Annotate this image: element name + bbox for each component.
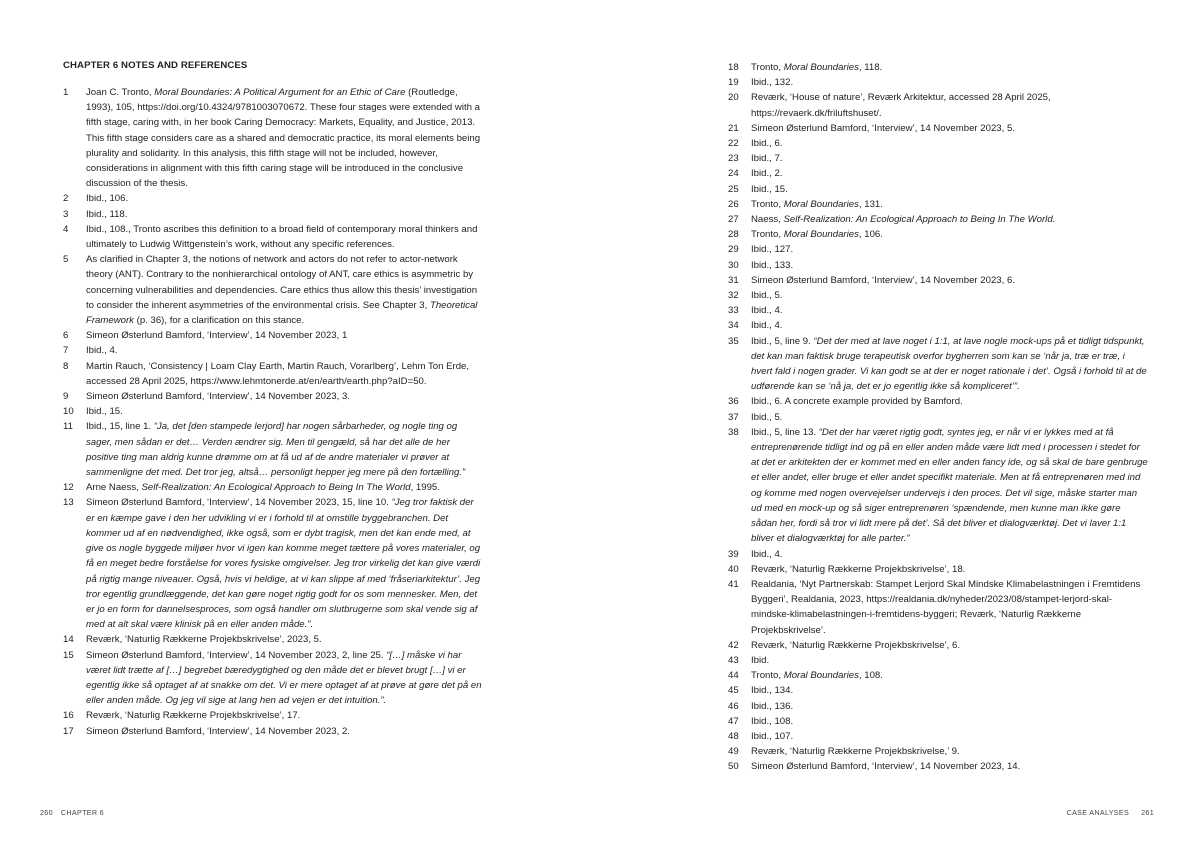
footer-right <box>1067 808 1154 817</box>
note-number: 1 <box>63 87 69 98</box>
note-number: 50 <box>728 761 739 773</box>
note-text: Reværk, ‘House of nature’, Reværk Arkitektur, accessed 28 April 2025, https://revaerk.dk/friluftshuset/. <box>751 92 1051 119</box>
note-text: Reværk, ‘Naturlig Rækkerne Projekbskrivelse,’ 9. <box>751 746 960 758</box>
note-item <box>728 242 1148 257</box>
note-number: 20 <box>728 92 739 104</box>
note-item <box>728 303 1148 318</box>
note-item <box>728 90 1148 120</box>
note-item <box>63 359 483 389</box>
right-running-head: CASE ANALYSES <box>1066 808 1130 817</box>
note-text: Simeon Østerlund Bamford, ‘Interview’, 14 November 2023, 5. <box>751 122 1015 134</box>
note-item <box>728 136 1148 151</box>
note-text: Ibid., 134. <box>751 685 794 697</box>
note-number: 33 <box>728 305 739 317</box>
note-item <box>63 495 483 632</box>
note-text: Ibid., 4. <box>751 320 783 332</box>
note-text: Reværk, ‘Naturlig Rækkerne Projekbskrivelse’, 2023, 5. <box>86 634 322 646</box>
note-text: Ibid., 15. <box>751 183 788 195</box>
note-number: 30 <box>728 259 739 271</box>
right-page-notes <box>728 60 1148 775</box>
note-text: Reværk, ‘Naturlig Rækkerne Projekbskrivelse’, 6. <box>751 639 960 651</box>
note-item <box>63 222 483 252</box>
left-notes-list <box>63 85 483 739</box>
note-text: Tronto, Moral Boundaries, 106. <box>751 229 883 241</box>
note-number: 46 <box>728 700 739 712</box>
note-text: Ibid., 5, line 13. “Det der har været rigtig godt, syntes jeg, er når vi er lykkes med at få entreprenørende tidligt ind og på en eller anden måde være lidt med i processen i stedet for at det er arkitekten der er kommet med en eller anden fancy ide, og så skal de bare genbruge et eller andet, eller bruge et eller andet specifikt materiale. Men at få entreprenøren med ind og komme med nogen overvejelser undervejs i den proces. Det vil sige, måske starter man ud med en mock-up og så siger entreprenøren ‘spændende, men kunne man ikke gøre sådan her, fordi så tror vi lidt mere på det’. Så det bliver et dialogværktøj. Det vi laver 1:1 bliver et dialogværktøj for alle parter.” <box>751 426 1148 545</box>
note-text: Naess, Self-Realization: An Ecological Approach to Being In The World. <box>751 214 1056 226</box>
note-text: Ibid., 2. <box>751 168 783 180</box>
note-number: 32 <box>728 290 739 302</box>
right-page-number: 261 <box>1141 808 1154 817</box>
note-number: 49 <box>728 746 739 758</box>
note-number: 8 <box>63 360 69 372</box>
note-item <box>63 708 483 723</box>
note-text: Ibid., 108. <box>751 715 794 727</box>
note-item <box>728 394 1148 409</box>
note-number: 48 <box>728 730 739 742</box>
note-item <box>728 425 1148 547</box>
note-item <box>728 75 1148 90</box>
note-item <box>728 547 1148 562</box>
left-page-notes <box>63 60 483 739</box>
note-number: 39 <box>728 548 739 560</box>
note-text: Reværk, ‘Naturlig Rækkerne Projekbskrivelse’, 17. <box>86 710 301 722</box>
note-item <box>728 653 1148 668</box>
note-item <box>63 207 483 222</box>
note-item <box>63 724 483 739</box>
note-number: 7 <box>63 345 69 357</box>
note-item <box>728 258 1148 273</box>
note-item <box>728 744 1148 759</box>
note-item <box>728 182 1148 197</box>
note-number: 5 <box>63 254 69 266</box>
note-text: Tronto, Moral Boundaries, 131. <box>751 198 883 210</box>
note-text: Simeon Østerlund Bamford, ‘Interview’, 14 November 2023, 2, line 25. “[…] måske vi har været lidt trætte af […] begrebet bæredygtighed og den måde det er blevet brugt […] vi er egentlig ikke så optaget af at snakke om det. Vi er mere optaget af at prøve at gøre det på en eller anden måde. Og jeg vil sige at lang hen ad vejen er det intuition.”. <box>86 649 482 707</box>
note-text: Ibid., 7. <box>751 153 783 165</box>
note-number: 9 <box>63 391 69 403</box>
note-item <box>63 632 483 647</box>
note-item <box>63 648 483 709</box>
note-item <box>63 343 483 358</box>
note-number: 14 <box>63 634 74 646</box>
note-item <box>728 334 1148 395</box>
note-number: 10 <box>63 406 74 418</box>
footer-left <box>40 808 104 817</box>
note-text: Ibid., 118. <box>86 208 128 220</box>
note-text: Ibid. <box>751 654 770 666</box>
note-text: Tronto, Moral Boundaries, 118. <box>751 62 883 73</box>
note-item <box>728 562 1148 577</box>
note-text: Joan C. Tronto, Moral Boundaries: A Political Argument for an Ethic of Care (Routledge, 1993), 105, https://doi.org/10.4324/9781003070672. These four stages were extended with a fifth stage, caring with, in her book Caring Democracy: Markets, Equality, and Justice, 2013. This fifth stage considers care as a shared and democratic practice, its moral elements being plurality and solidarity. In this analysis, this fifth stage will not be included, however, considerations in alignment with this fifth caring stage will be introduced in the conclusive discussion of the thesis. <box>86 87 481 190</box>
note-text: Ibid., 6. A concrete example provided by Bamford. <box>751 396 963 408</box>
note-text: Arne Naess, Self-Realization: An Ecological Approach to Being In The World, 1995. <box>86 482 440 494</box>
note-number: 24 <box>728 168 739 180</box>
note-text: Ibid., 136. <box>751 700 794 712</box>
note-text: Ibid., 108., Tronto ascribes this definition to a broad field of contemporary moral thinkers and ultimately to Ludwig Wittgenstein’s work, without any specific references. <box>86 223 478 251</box>
note-text: Ibid., 133. <box>751 259 794 271</box>
note-item <box>728 60 1148 75</box>
note-item <box>728 273 1148 288</box>
note-item <box>728 288 1148 303</box>
note-item <box>728 683 1148 698</box>
note-number: 35 <box>728 335 739 347</box>
note-text: As clarified in Chapter 3, the notions of network and actors do not refer to actor-network theory (ANT). Contrary to the nonhierarchical ontology of ANT, care ethics is asymmetric by concerning vulnerabilities and dependencies. Care ethics thus allow this thesis’ investigation to consider the inherent asymmetries of the environmental crisis. See Chapter 3, Theoretical Framework (p. 36), for a clarification on this stance. <box>86 254 478 327</box>
note-text: Ibid., 5, line 9. “Det der med at lave noget i 1:1, at lave nogle mock-ups på et tidligt tidspunkt, det kan man faktisk bruge terapeutisk overfor bygherren som kan se ‘når ja, træ er træ, i hvert fald i nogen grader. Vi kan godt se at der er noget rationale i det’. Også i forhold til at de udførende kan se ‘nå ja, det er jo egentlig ikke så kompliceret’”. <box>751 335 1147 393</box>
note-item <box>63 191 483 206</box>
note-item <box>728 151 1148 166</box>
note-item <box>728 577 1148 638</box>
note-text: Ibid., 106. <box>86 193 129 205</box>
note-number: 19 <box>728 77 739 89</box>
note-item <box>728 638 1148 653</box>
left-page-number: 260 <box>40 808 53 817</box>
note-number: 44 <box>728 670 739 682</box>
note-text: Ibid., 132. <box>751 77 794 89</box>
note-number: 12 <box>63 482 74 494</box>
note-number: 6 <box>63 330 69 342</box>
note-text: Ibid., 15, line 1. “Ja, det [den stampede lerjord] har nogen sårbarheder, og nogle ting og sager, men sådan er det… Verden ændrer sig. Men til gengæld, så har det alle de her positive ting man aldrig kunne drømme om at få ud af de andre materialer vi prøver at sammenligne det med. Det tror jeg, altså… personligt hepper jeg mere på den fortælling.” <box>86 421 466 479</box>
note-item <box>728 410 1148 425</box>
note-number: 41 <box>728 578 739 590</box>
note-number: 36 <box>728 396 739 408</box>
note-text: Simeon Østerlund Bamford, ‘Interview’, 14 November 2023, 6. <box>751 274 1015 286</box>
note-item <box>63 404 483 419</box>
right-notes-list <box>728 60 1148 775</box>
note-text: Ibid., 5. <box>751 290 783 302</box>
note-item <box>728 759 1148 774</box>
note-item <box>728 121 1148 136</box>
note-number: 4 <box>63 223 69 235</box>
note-text: Ibid., 107. <box>751 730 794 742</box>
note-text: Tronto, Moral Boundaries, 108. <box>751 670 883 682</box>
left-running-head: CHAPTER 6 <box>60 808 104 817</box>
note-text: Realdania, ‘Nyt Partnerskab: Stampet Lerjord Skal Mindske Klimabelastningen i Fremtidens Byggeri’, Realdania, 2023, https://realdania.dk/nyheder/2023/08/stampet-lerjord-skal-mindske-klimabelastningen-i-fremtidens-byggeri; Reværk, ‘Naturlig Rækkerne Projekbskrivelse’. <box>751 578 1141 636</box>
note-item <box>63 419 483 480</box>
note-item <box>728 714 1148 729</box>
note-text: Ibid., 6. <box>751 138 783 150</box>
note-item <box>728 318 1148 333</box>
note-number: 45 <box>728 685 739 697</box>
note-item <box>63 389 483 404</box>
note-number: 15 <box>63 649 74 661</box>
note-item <box>63 480 483 495</box>
note-number: 16 <box>63 710 74 722</box>
note-number: 43 <box>728 654 739 666</box>
note-text: Simeon Østerlund Bamford, ‘Interview’, 14 November 2023, 2. <box>86 725 350 737</box>
note-text: Ibid., 15. <box>86 406 123 418</box>
note-number: 21 <box>728 122 739 134</box>
note-number: 34 <box>728 320 739 332</box>
note-number: 29 <box>728 244 739 256</box>
note-number: 28 <box>728 229 739 241</box>
note-item <box>728 699 1148 714</box>
note-item <box>728 166 1148 181</box>
note-text: Simeon Østerlund Bamford, ‘Interview’, 14 November 2023, 15, line 10. “Jeg tror faktisk der er en kæmpe gave i den her udvikling vi er i forhold til at omstille byggebranchen. Det kommer ud af en nødvendighed, ikke også, som er dybt tragisk, men det kan ende med, at give os nogle byggede miljøer hvor vi igen kan komme meget tættere på vores materialer, og få en meget bedre forståelse for vores fysiske omgivelser. Jeg tror virkelig det kan give værdi på rigtig mange niveauer. Også, hvis vi heldige, at vi kan slippe af med ‘fråseriarkitektur’. Jeg tror egentlig grundlæggende, det kan gøre noget rigtig godt for os som mennesker. Men, det er jo en form for dannelsesproces, som også handler om slutbrugerne som skal vende sig af med at alt skal være klinisk på en eller anden måde.”. <box>86 497 481 631</box>
note-text: Simeon Østerlund Bamford, ‘Interview’, 14 November 2023, 14. <box>751 761 1021 773</box>
note-item <box>728 227 1148 242</box>
note-number: 31 <box>728 274 739 286</box>
note-text: Ibid., 127. <box>751 244 794 256</box>
note-number: 27 <box>728 214 739 226</box>
note-text: Ibid., 4. <box>751 305 783 317</box>
note-number: 11 <box>63 421 73 433</box>
note-text: Ibid., 5. <box>751 411 783 423</box>
note-text: Reværk, ‘Naturlig Rækkerne Projekbskrivelse’, 18. <box>751 563 966 575</box>
note-text: Martin Rauch, ‘Consistency | Loam Clay Earth, Martin Rauch, Vorarlberg’, Lehm Ton Erde, accessed 28 April 2025, https://www.lehmtonerde.at/en/earth/earth.php?aID=50. <box>86 360 470 387</box>
note-text: Ibid., 4. <box>86 345 118 357</box>
note-item <box>728 197 1148 212</box>
note-number: 13 <box>63 497 74 509</box>
note-number: 22 <box>728 138 739 150</box>
note-item <box>63 85 483 191</box>
note-text: Simeon Østerlund Bamford, ‘Interview’, 14 November 2023, 3. <box>86 391 350 403</box>
note-number: 25 <box>728 183 739 195</box>
note-item <box>728 212 1148 227</box>
page-heading: CHAPTER 6 NOTES AND REFERENCES <box>63 60 248 71</box>
note-number: 40 <box>728 563 739 575</box>
note-number: 2 <box>63 193 69 205</box>
note-number: 38 <box>728 426 739 438</box>
note-number: 17 <box>63 725 74 737</box>
note-number: 23 <box>728 153 739 165</box>
note-number: 26 <box>728 198 739 210</box>
note-text: Simeon Østerlund Bamford, ‘Interview’, 14 November 2023, 1 <box>86 330 348 342</box>
note-number: 42 <box>728 639 739 651</box>
note-item <box>63 328 483 343</box>
note-number: 3 <box>63 208 69 220</box>
note-number: 18 <box>728 62 739 73</box>
note-number: 47 <box>728 715 739 727</box>
note-number: 37 <box>728 411 739 423</box>
note-item <box>63 252 483 328</box>
note-item <box>728 668 1148 683</box>
note-text: Ibid., 4. <box>751 548 783 560</box>
note-item <box>728 729 1148 744</box>
